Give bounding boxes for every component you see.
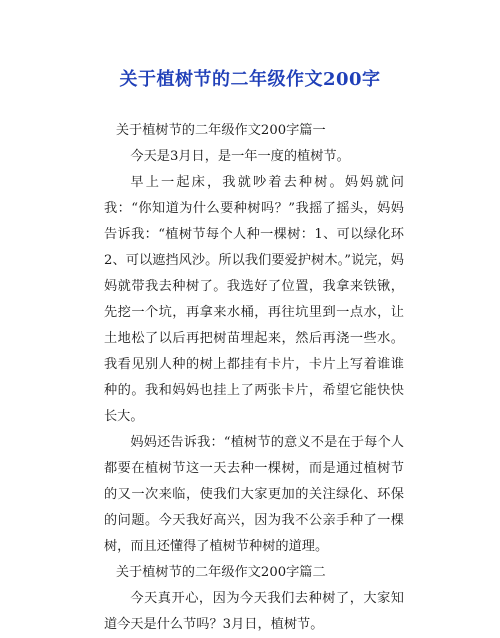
paragraph: 今天是3月日，是一年一度的植树节。 [130,149,350,164]
paragraph: 早上一起床，我就吵着去种树。妈妈就问我：“你知道为什么要种树吗？”我摇了摇头，妈妈告诉我：“植树节每个人种一棵树：1、可以绿化环2、可以遮挡风沙。所以我们要爱护树木。”说完，妈妈就带我去种树了。我选好了位置，我拿来铁锹，先挖一个坑，再拿来水桶，再往坑里到一点水，让土地松了以后再把树苗埋起来，然后再浇一些水。我看见别人种的树上都挂有卡片，卡片上写着谁谁种的。我和妈妈也挂上了两张卡片，希望它能快快长大。 [104,175,404,424]
paragraph: 今天真开心，因为今天我们去种树了，大家知道今天是什么节吗？3月日，植树节。 [104,591,404,632]
section-heading-2: 关于植树节的二年级作文200字篇二 [115,565,326,580]
paragraph: 妈妈还告诉我：“植树节的意义不是在于每个人都要在植树节这一天去种一棵树，而是通过植树节的又一次来临，使我们大家更加的关注绿化、环保的问题。今天我好高兴，因为我不公亲手种了一棵树，而且还懂得了植树节种树的道理。 [104,435,404,554]
section-heading-1: 关于植树节的二年级作文200字篇一 [115,123,326,138]
document-body [104,118,404,638]
document-title: 关于植树节的二年级作文200字 [119,69,381,90]
